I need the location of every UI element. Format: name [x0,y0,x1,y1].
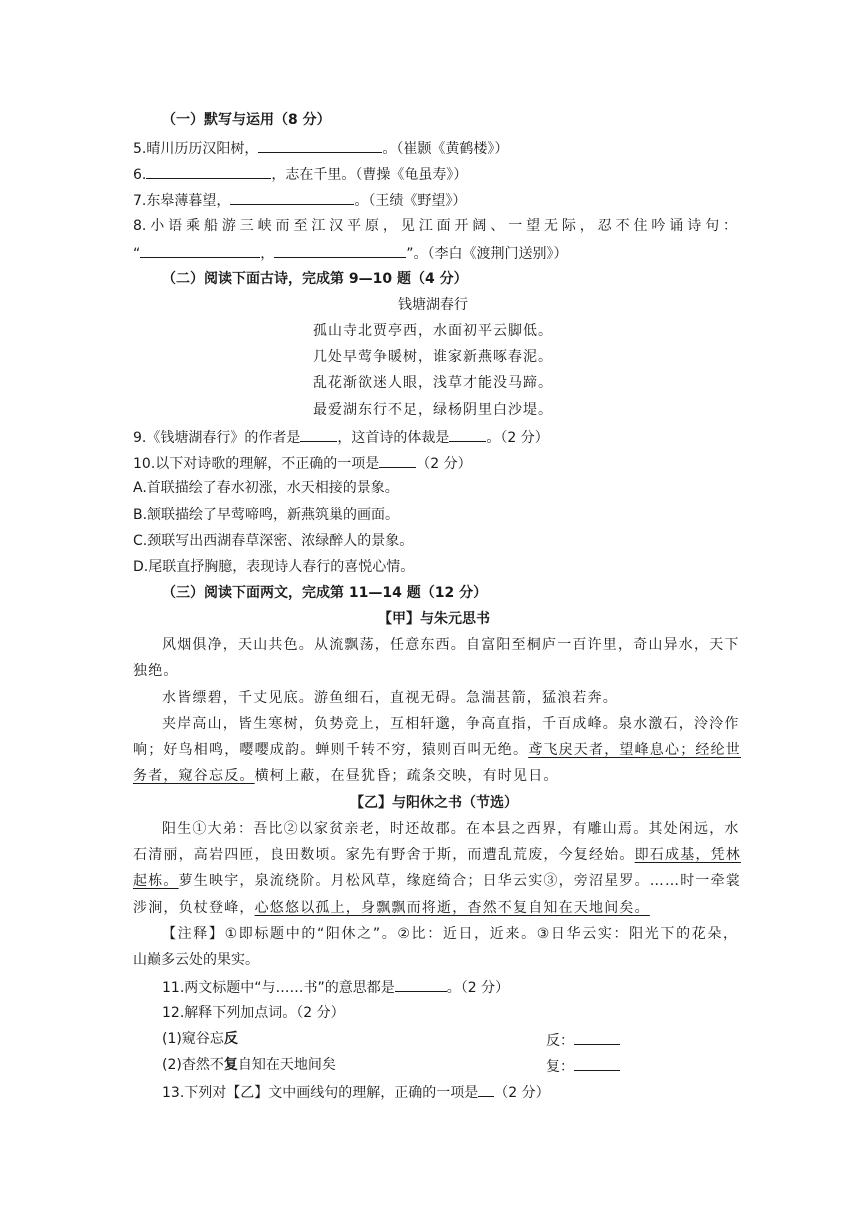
q13-text-a: 13.下列对【乙】文中画线句的理解，正确的一项是 [162,1085,479,1101]
q12-2-dotted-word: 复 [223,1057,238,1073]
q9-text-b: ，这首诗的体裁是 [337,430,450,446]
option-d: D.尾联直抒胸臆，表现诗人春行的喜悦心情。 [133,559,415,575]
question-12: 12.解释下列加点词。（2 分） [162,1005,345,1021]
q8-blank-1[interactable] [140,242,260,258]
q8-open-quote: “ [133,246,141,262]
jia-para-1-line-1: 风烟俱净，天山共色。从流飘荡，任意东西。自富阳至桐庐一百许里，奇山异水，天下 [162,637,740,653]
q12-1-dotted-word: 反 [223,1031,238,1047]
question-5 [133,137,737,157]
text-yi-title: 【乙】与阳休之书（节选） [350,795,518,811]
q5-blank[interactable] [258,137,382,153]
q6-text-a: 6. [133,167,147,183]
q8-text-c: ”。（李白《渡荆门送别》） [406,246,568,262]
q12-1-blank[interactable] [574,1029,620,1045]
q9-blank-2[interactable] [449,426,486,442]
poem-title: 钱塘湖春行 [398,297,468,313]
q6-blank[interactable] [146,163,271,179]
q12-2-answer [546,1055,620,1077]
yi-line-3 [133,871,742,891]
q8-comma: ， [260,246,275,262]
question-9 [133,426,737,446]
question-7 [133,189,737,209]
poem-line-2: 几处早莺争暖树，谁家新燕啄春泥。 [313,349,553,365]
jia-para-3-line-1: 夹岸高山，皆生寒树，负势竞上，互相轩邈，争高直指，千百成峰。泉水激石，泠泠作 [162,716,740,732]
question-13 [162,1081,737,1101]
q9-text-a: 9.《钱塘湖春行》的作者是 [133,430,301,446]
jia-para-2: 水皆缥碧，千丈见底。游鱼细石，直视无碍。急湍甚箭，猛浪若奔。 [162,690,618,706]
yi-line-2 [133,845,742,865]
poem-line-4: 最爱湖东行不足，绿杨阴里白沙堤。 [313,402,553,418]
option-a: A.首联描绘了春水初涨，水天相接的景象。 [133,480,399,496]
question-10 [133,452,737,472]
yi-underlined-sentence-2: 心悠悠以孤上，身飘飘而将逝，杳然不复自知在天地间矣。 [254,900,650,916]
q11-text-b: 。（2 分） [446,980,510,996]
question-6 [133,163,737,183]
q9-text-c: 。（2 分） [486,430,549,446]
option-b: B.颔联描绘了早莺啼鸣，新燕筑巢的画面。 [133,507,400,523]
q7-blank[interactable] [230,189,354,205]
question-8: 8.小语乘船游三峡而至江汉平原，见江面开阔、一望无际，忍不住吟诵诗句： [133,218,737,234]
q12-2-text-a: (2)杳然不 [162,1057,224,1073]
q5-text-b: 。（崔颢《黄鹤楼》） [382,141,509,157]
yi-line-2-plain: 石清丽，高岩四匝，良田数顷。家先有野舍于斯，而遭乱荒废，今复经始。 [133,847,635,863]
q7-text-a: 7.东皋薄暮望， [133,193,231,209]
q12-2-text-b: 自知在天地间矣 [237,1057,336,1073]
question-11 [162,976,737,996]
q13-text-b: （2 分） [494,1085,550,1101]
q11-blank[interactable] [395,976,447,992]
notes-line-1: 【注释】①即标题中的“阳休之”。②比：近日，近来。③日华云实：阳光下的花朵， [162,926,737,942]
q10-text-a: 10.以下对诗歌的理解，不正确的一项是 [133,456,380,472]
q7-text-b: 。（王绩《野望》） [354,193,467,209]
q8-blank-2[interactable] [274,242,406,258]
jia-para-3-line-3 [133,766,737,786]
poem-line-1: 孤山寺北贾亭西，水面初平云脚低。 [313,323,553,339]
q5-text-a: 5.晴川历历汉阳树， [133,141,259,157]
q12-1-answer [546,1029,620,1051]
jia-line-2-plain: 响；好鸟相鸣，嘤嘤成韵。蝉则千转不穷，猿则百叫无绝。 [133,742,529,758]
text-jia-title: 【甲】与朱元思书 [378,611,490,627]
q9-blank-1[interactable] [300,426,337,442]
section-2-title: （二）阅读下面古诗，完成第 9—10 题（4 分） [162,271,468,287]
yi-line-4 [133,898,737,918]
q10-text-b: （2 分） [416,456,472,472]
section-1-title: （一）默写与运用（8 分） [162,112,331,128]
yi-line-3-plain: 萝生映宇，泉流绕阶。月松风草，缘庭绮合；日华云实③，旁沼星罗。……时一牵裳 [178,873,742,889]
jia-para-3-line-2 [133,740,742,760]
q12-1-label: 反： [546,1033,574,1049]
question-12-item-1 [162,1029,737,1049]
jia-underlined-sentence-part-1: 鸢飞戾天者，望峰息心；经纶世 [528,742,742,758]
q11-text-a: 11.两文标题中“与……书”的意思都是 [162,980,395,996]
jia-para-1-line-2: 独绝。 [133,663,179,679]
q6-text-b: ，志在千里。（曹操《龟虽寿》） [271,167,468,183]
yi-line-1: 阳生①大弟：吾比②以家贫亲老，时还故郡。在本县之西界，有雕山焉。其处闲远，水 [162,821,740,837]
option-c: C.颈联写出西湖春草深密、浓绿醉人的景象。 [133,533,414,549]
poem-line-3: 乱花渐欲迷人眼，浅草才能没马蹄。 [313,375,553,391]
question-12-item-2 [162,1055,737,1075]
q12-2-label: 复： [546,1059,574,1075]
q12-1-text: (1)窥谷忘 [162,1031,224,1047]
yi-underlined-sentence-1-part-2: 起栋。 [133,873,179,889]
yi-line-4-plain: 涉涧，负杖登峰， [133,900,255,916]
question-8-answer-line [133,242,737,262]
q12-2-blank[interactable] [574,1055,620,1071]
notes-line-2: 山巅多云处的果实。 [133,952,259,968]
jia-line-3-plain: 横柯上蔽，在昼犹昏；疏条交映，有时见日。 [254,768,559,784]
q13-blank[interactable] [478,1081,494,1097]
yi-underlined-sentence-1-part-1: 即石成基，凭林 [634,847,742,863]
jia-underlined-sentence-part-2: 务者，窥谷忘反。 [133,768,255,784]
section-3-title: （三）阅读下面两文，完成第 11—14 题（12 分） [162,585,488,601]
q10-blank[interactable] [379,452,416,468]
